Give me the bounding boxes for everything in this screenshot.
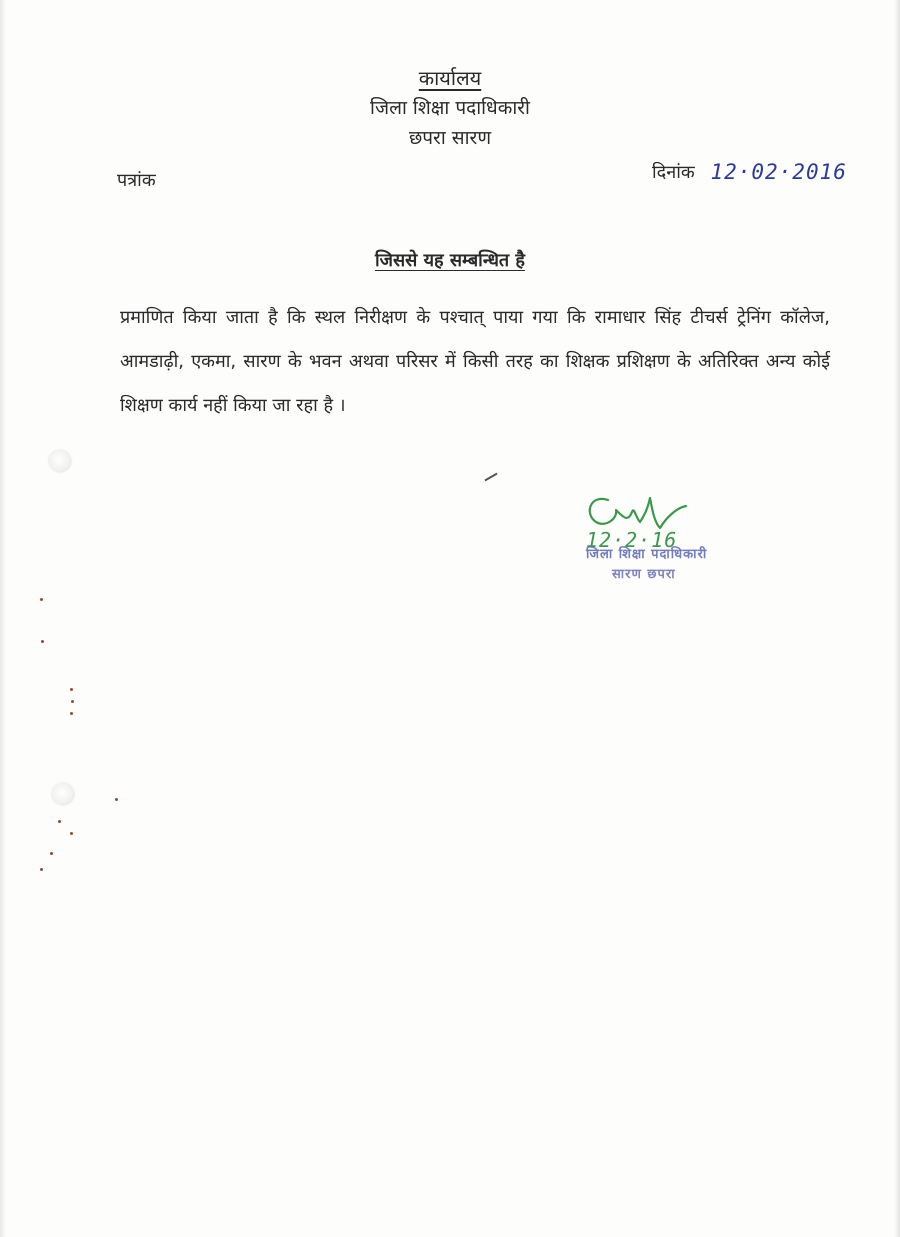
date-value: 12·02·2016 [710,160,847,184]
office-location: छपरा सारण [408,127,492,149]
paper-speck [70,832,73,835]
paper-speck [41,640,44,643]
punch-hole-bottom [52,783,74,805]
paper-edge-right [894,0,900,1237]
office-title: कार्यालय [418,66,482,90]
paper-edge-left [0,0,6,1237]
paper-speck [40,868,43,871]
paper-speck [40,598,43,601]
paper-speck [50,852,53,855]
date-label: दिनांक [652,162,695,183]
stamp-location: सारण छपरा [612,567,676,582]
paper-speck [58,820,61,823]
signature-block [580,488,770,598]
stray-pen-mark [484,473,497,482]
paper-speck [70,712,73,715]
reference-label: पत्रांक [117,170,156,191]
punch-hole-top [49,450,71,472]
stamp-designation: जिला शिक्षा पदाधिकारी [586,547,708,562]
signature-date: 12·2·16 [586,528,678,552]
subject-heading: जिससे यह सम्बन्धित है [375,250,525,271]
paper-speck [70,688,73,691]
date-row [652,160,847,184]
paper-speck [71,700,74,703]
certificate-body: प्रमाणित किया जाता है कि स्थल निरीक्षण के पश्चात् पाया गया कि रामाधार सिंह टीचर्स ट्रेनिंग कॉलेज, आमडाढ़ी, एकमा, सारण के भवन अथवा परिसर में किसी तरह का शिक्षक प्रशिक्षण के अतिरिक्त अन्य कोई शिक्षण कार्य नहीं किया जा रहा है । [120,307,830,416]
paper-speck [115,798,118,801]
office-name: जिला शिक्षा पदाधिकारी [370,97,530,119]
